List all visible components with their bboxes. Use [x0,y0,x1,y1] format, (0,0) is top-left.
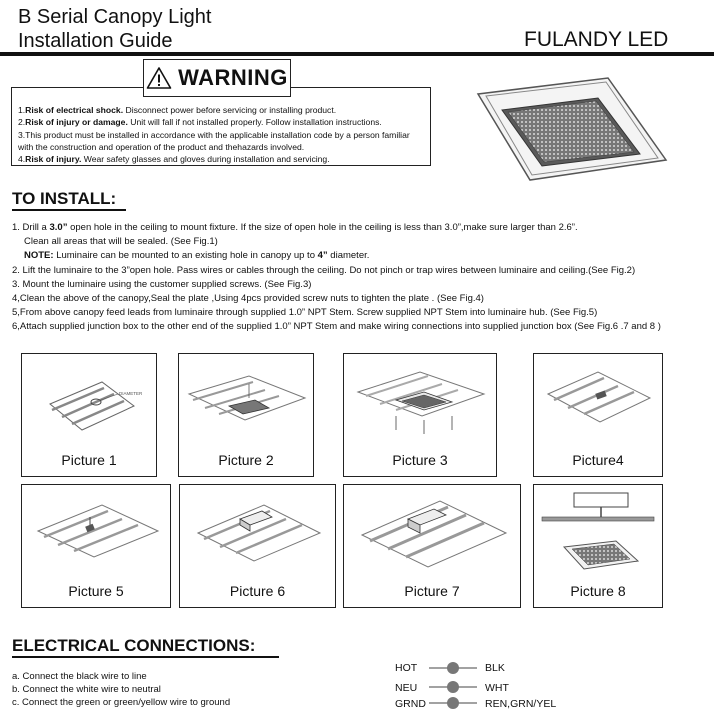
warning-item-num: 1. [18,105,26,115]
step-5: 5,From above canopy feed leads from luminaire through supplied 1.0” NPT Stem. Screw supplied NPT Stem into luminaire hub. (See Fig.5) [12,307,598,319]
canopy-light-product-image [468,72,674,182]
wire-connector-diagram [393,661,593,719]
step-1 [12,221,714,235]
wire-right-label: REN,GRN/YEL [485,698,557,710]
warning-item-4 [18,153,426,165]
picture-1 [21,353,157,477]
canopy-ceiling-diagram [22,354,156,454]
picture-label: Picture4 [572,452,624,468]
wire-right-label: BLK [485,662,505,674]
wire-left-label: NEU [395,682,418,694]
step-1-rest: open hole in the ceiling to mount fixture. If the size of open hole in the ceiling is less than 3.0”,make sure larger than 2.6”. [67,222,578,233]
guide-title-line1: B Serial Canopy Light [18,6,212,28]
note-size: 4” [317,250,328,262]
warning-item-num: 4. [18,154,26,165]
electrical-heading: ELECTRICAL CONNECTIONS: [12,636,256,655]
note-text: Luminaire can be mounted to an existing hole in canopy up to [53,250,318,262]
picture-6 [179,484,336,608]
picture-3 [343,353,497,477]
warning-item-1 [18,104,426,116]
warning-item-text: This product must be installed in accordance with the applicable installation code by a person familiar with the construction and operation of the product and thehazards involved. [18,129,410,152]
step-1-note [12,249,714,263]
wire-left-label: HOT [395,662,418,674]
wiring-connection-diagram [344,485,520,585]
note-end: diameter. [327,250,370,262]
luminaire-mount-diagram [344,354,496,454]
install-heading: TO INSTALL: [12,189,117,208]
brand-name: FULANDY LED [524,28,669,51]
warning-item-bold: Risk of injury or damage. [25,117,128,128]
warning-list [18,104,426,165]
picture-label: Picture 8 [570,583,626,599]
npt-stem-diagram [22,485,170,585]
picture-label: Picture 6 [229,583,286,599]
step-4: 4,Clean the above of the canopy,Seal the plate ,Using 4pcs provided screw nuts to tighten the plate . (See Fig.4) [12,293,484,305]
warning-item-3 [18,129,426,154]
junction-box-diagram [180,485,335,585]
electrical-list [12,670,230,710]
warning-title-box [143,59,291,97]
step-1-prefix: 1. Drill a [12,222,50,233]
warning-item-text: Wear safety glasses and gloves during installation and servicing. [81,154,330,165]
install-steps [12,221,714,335]
canopy-hole-diagram [179,354,313,454]
step-1-bold: 3.0” [49,222,68,233]
diameter-label: DIAMETER [119,391,143,396]
picture-label: Picture 1 [61,452,117,468]
warning-item-text: Disconnect power before servicing or installing product. [123,105,337,115]
wire-left-label: GRND [395,698,426,710]
warning-item-bold: Risk of injury. [25,154,82,165]
picture-8 [533,484,663,608]
warning-triangle-icon [146,66,172,90]
picture-label: Picture 7 [404,583,460,599]
note-label: NOTE: [24,250,54,262]
picture-4 [533,353,663,477]
warning-item-num: 3. [18,129,26,140]
final-assembly-diagram [534,485,662,585]
picture-label: Picture 2 [218,452,274,468]
header-divider [0,52,714,56]
step-6: 6,Attach supplied junction box to the other end of the supplied 1.0” NPT Stem and make wiring connections into supplied junction box (See Fig.6 .7 and 8 ) [12,321,661,333]
warning-item-2 [18,116,426,128]
step-2: 2. Lift the luminaire to the 3”open hole. Pass wires or cables through the ceiling. Do not pinch or trap wires between luminaire and ceiling.(See Fig.2) [12,264,636,276]
electrical-item: a. Connect the black wire to line [12,671,147,682]
electrical-item: b. Connect the white wire to neutral [12,684,161,696]
electrical-heading-underline [12,656,279,658]
warning-item-bold: Risk of electrical shock. [25,105,124,115]
plate-seal-diagram [534,354,662,454]
wire-nut-icons [427,661,487,719]
picture-7 [343,484,521,608]
picture-label: Picture 3 [392,452,448,468]
picture-label: Picture 5 [68,583,124,599]
warning-title: WARNING [178,65,288,90]
step-1-line2: Clean all areas that will be sealed. (See Fig.1) [24,236,218,248]
warning-item-num: 2. [18,117,26,128]
install-heading-underline [12,209,126,211]
warning-item-text: Unit will fall if not installed properly. Follow installation instructions. [127,117,382,128]
guide-title-line2: Installation Guide [18,30,173,52]
wire-right-label: WHT [485,682,509,694]
picture-5 [21,484,171,608]
picture-2 [178,353,314,477]
electrical-item: c. Connect the green or green/yellow wire to ground [12,697,231,709]
step-3: 3. Mount the luminaire using the customer supplied screws. (See Fig.3) [12,278,312,290]
